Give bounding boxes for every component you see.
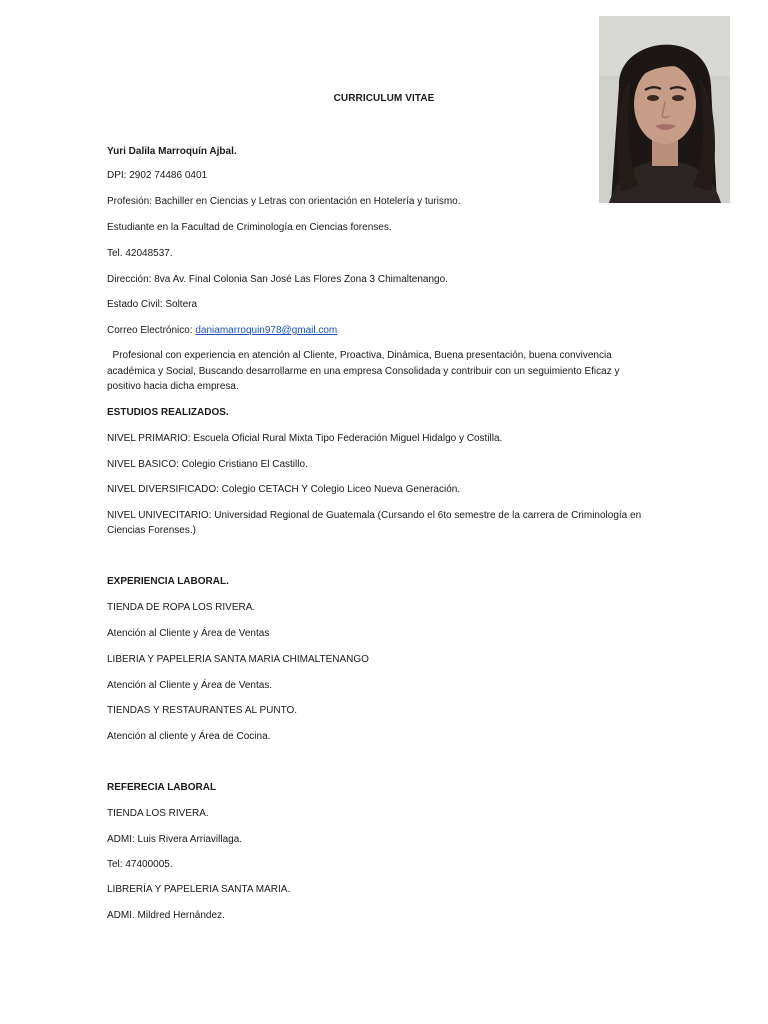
estudiante-line: Estudiante en la Facultad de Criminología en Ciencias forenses. [107, 222, 392, 233]
estudios-heading: ESTUDIOS REALIZADOS. [107, 407, 229, 418]
experiencia-heading: EXPERIENCIA LABORAL. [107, 576, 229, 587]
nivel-basico: NIVEL BASICO: Colegio Cristiano El Castillo. [107, 459, 308, 470]
nivel-universitario-line-1: NIVEL UNIVECITARIO: Universidad Regional de Guatemala (Cursando el 6to semestre de la carrera de Criminología en [107, 510, 642, 521]
experiencia-item: LIBERIA Y PAPELERIA SANTA MARIA CHIMALTENANGO [107, 654, 369, 665]
email-link[interactable]: daniamarroquin978@gmail.com [195, 325, 338, 336]
referencia-item: LIBRERÍA Y PAPELERIA SANTA MARIA. [107, 884, 291, 895]
page-title: CURRICULUM VITAE [333, 93, 435, 104]
referencia-item: ADMI: Luis Rivera Arriavillaga. [107, 834, 243, 845]
perfil-line-3: positivo hacia dicha empresa. [107, 381, 239, 392]
referencia-item: Tel: 47400005. [107, 859, 173, 870]
direccion-line: Dirección: 8va Av. Final Colonia San José Las Flores Zona 3 Chimaltenango. [107, 274, 448, 285]
correo-line [107, 323, 337, 339]
full-name: Yuri Dalila Marroquín Ajbal. [107, 146, 237, 157]
nivel-primario: NIVEL PRIMARIO: Escuela Oficial Rural Mixta Tipo Federación Miguel Hidalgo y Costilla. [107, 433, 503, 444]
experiencia-item: TIENDAS Y RESTAURANTES AL PUNTO. [107, 705, 298, 716]
referencia-item: ADMI. Mildred Hernández. [107, 910, 225, 921]
nivel-diversificado: NIVEL DIVERSIFICADO: Colegio CETACH Y Colegio Liceo Nueva Generación. [107, 484, 461, 495]
correo-label: Correo Electrónico: [107, 325, 196, 336]
perfil-line-2: académica y Social, Buscando desarrollarme en una empresa Consolidada y contribuir con un seguimiento Eficaz y [107, 366, 620, 377]
nivel-universitario-line-2: Ciencias Forenses.) [107, 525, 196, 536]
referencia-item: TIENDA LOS RIVERA. [107, 808, 209, 819]
profesion-line: Profesión: Bachiller en Ciencias y Letras con orientación en Hotelería y turismo. [107, 196, 461, 207]
dpi-line: DPI: 2902 74486 0401 [107, 170, 208, 181]
perfil-line-1: Profesional con experiencia en atención al Cliente, Proactiva, Dinámica, Buena presentación, buena convivencia [107, 350, 612, 361]
estado-civil-line: Estado Civil: Soltera [107, 299, 198, 310]
experiencia-item: Atención al cliente y Área de Cocina. [107, 731, 271, 742]
experiencia-item: Atención al Cliente y Área de Ventas. [107, 680, 273, 691]
experiencia-item: Atención al Cliente y Área de Ventas [107, 628, 270, 639]
profile-photo [599, 16, 730, 203]
experiencia-item: TIENDA DE ROPA LOS RIVERA. [107, 602, 256, 613]
referencia-heading: REFERECIA LABORAL [107, 782, 217, 793]
tel-line: Tel. 42048537. [107, 248, 173, 259]
portrait-image [599, 16, 730, 203]
